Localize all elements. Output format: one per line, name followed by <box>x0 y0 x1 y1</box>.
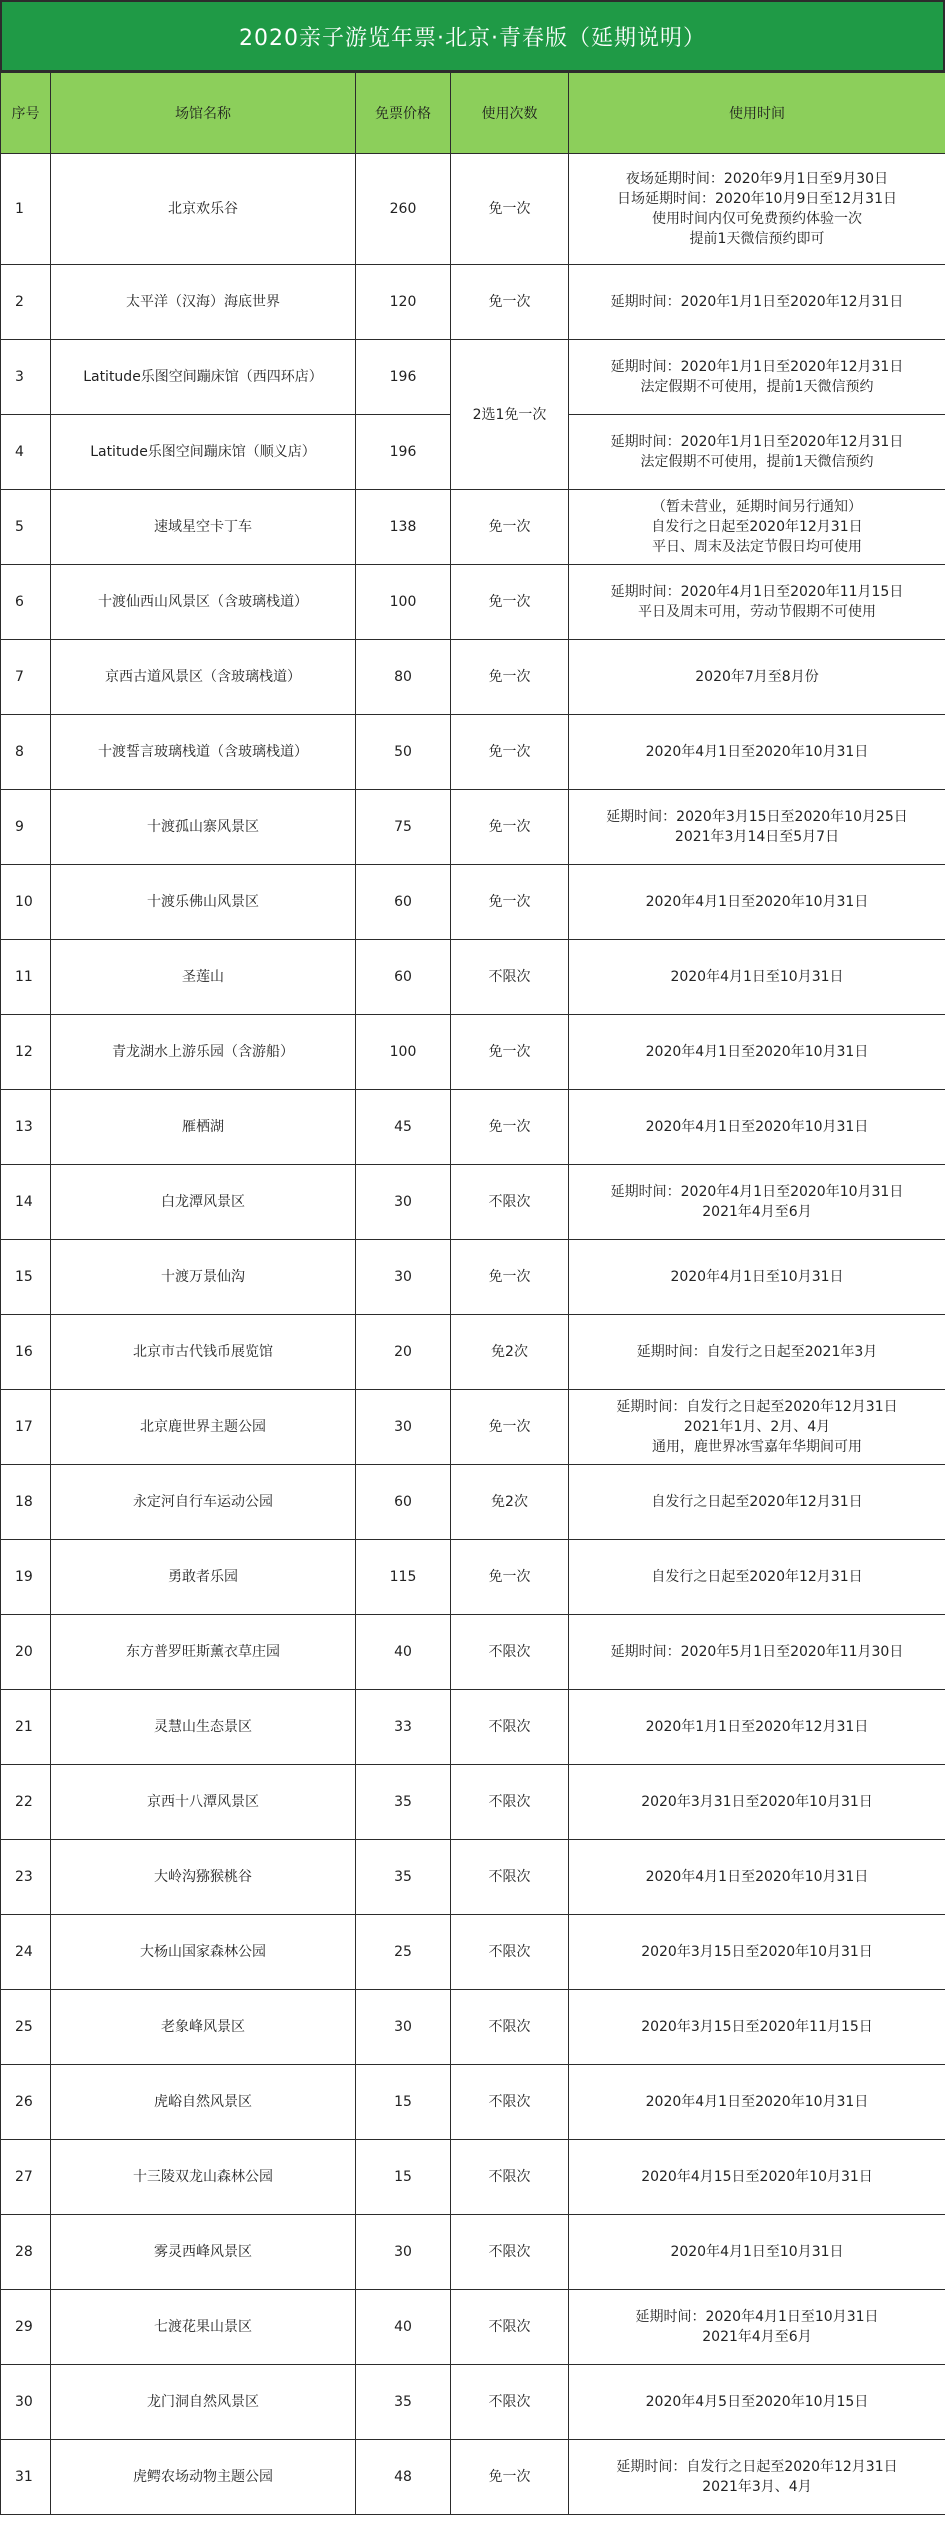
table-row <box>1 2290 945 2365</box>
cell-no: 16 <box>1 1315 51 1390</box>
cell-time: 2020年4月15日至2020年10月31日 <box>569 2140 945 2215</box>
cell-no: 12 <box>1 1015 51 1090</box>
cell-venue: 十渡誓言玻璃栈道（含玻璃栈道） <box>51 715 356 790</box>
cell-price: 80 <box>356 640 451 715</box>
header-uses: 使用次数 <box>451 73 569 154</box>
cell-uses: 免一次 <box>451 1090 569 1165</box>
cell-venue: 大岭沟猕猴桃谷 <box>51 1840 356 1915</box>
cell-time: 2020年3月31日至2020年10月31日 <box>569 1765 945 1840</box>
cell-time: 2020年4月1日至2020年10月31日 <box>569 865 945 940</box>
cell-uses: 免一次 <box>451 154 569 265</box>
cell-time: 延期时间：2020年4月1日至2020年10月31日 2021年4月至6月 <box>569 1165 945 1240</box>
cell-uses: 免一次 <box>451 1390 569 1465</box>
cell-price: 20 <box>356 1315 451 1390</box>
cell-time: 2020年4月1日至2020年10月31日 <box>569 1015 945 1090</box>
cell-no: 4 <box>1 415 51 490</box>
cell-price: 40 <box>356 2290 451 2365</box>
cell-time: 延期时间：自发行之日起至2020年12月31日 2021年1月、2月、4月 通用，鹿世界冰雪嘉年华期间可用 <box>569 1390 945 1465</box>
cell-no: 21 <box>1 1690 51 1765</box>
cell-uses: 免一次 <box>451 265 569 340</box>
table-row <box>1 565 945 640</box>
cell-venue: 灵慧山生态景区 <box>51 1690 356 1765</box>
cell-price: 30 <box>356 1165 451 1240</box>
cell-price: 196 <box>356 340 451 415</box>
cell-time: 夜场延期时间：2020年9月1日至9月30日 日场延期时间：2020年10月9日至12月31日 使用时间内仅可免费预约体验一次 提前1天微信预约即可 <box>569 154 945 265</box>
table-row <box>1 490 945 565</box>
cell-uses: 免2次 <box>451 1465 569 1540</box>
cell-time: 自发行之日起至2020年12月31日 <box>569 1465 945 1540</box>
cell-uses: 不限次 <box>451 1690 569 1765</box>
table-row <box>1 1165 945 1240</box>
cell-price: 30 <box>356 1240 451 1315</box>
cell-time: 2020年4月1日至2020年10月31日 <box>569 715 945 790</box>
cell-venue: 十渡万景仙沟 <box>51 1240 356 1315</box>
table-row <box>1 1015 945 1090</box>
cell-uses: 免一次 <box>451 1240 569 1315</box>
cell-venue: 雁栖湖 <box>51 1090 356 1165</box>
cell-price: 100 <box>356 1015 451 1090</box>
cell-price: 138 <box>356 490 451 565</box>
cell-no: 8 <box>1 715 51 790</box>
cell-venue: 龙门洞自然风景区 <box>51 2365 356 2440</box>
cell-uses: 免一次 <box>451 2440 569 2515</box>
cell-time: 延期时间：自发行之日起至2020年12月31日 2021年3月、4月 <box>569 2440 945 2515</box>
cell-uses: 不限次 <box>451 1615 569 1690</box>
table-row <box>1 2440 945 2515</box>
cell-price: 100 <box>356 565 451 640</box>
cell-venue: 东方普罗旺斯薰衣草庄园 <box>51 1615 356 1690</box>
cell-no: 6 <box>1 565 51 640</box>
cell-time: 延期时间：2020年4月1日至2020年11月15日 平日及周末可用，劳动节假期不可使用 <box>569 565 945 640</box>
cell-time: 2020年4月1日至10月31日 <box>569 940 945 1015</box>
cell-uses: 不限次 <box>451 1840 569 1915</box>
table-row <box>1 1690 945 1765</box>
table-row <box>1 265 945 340</box>
cell-venue: 大杨山国家森林公园 <box>51 1915 356 1990</box>
cell-no: 27 <box>1 2140 51 2215</box>
cell-price: 60 <box>356 1465 451 1540</box>
cell-venue: 勇敢者乐园 <box>51 1540 356 1615</box>
table-row <box>1 340 945 415</box>
table-row <box>1 1390 945 1465</box>
cell-time: 延期时间：2020年1月1日至2020年12月31日 法定假期不可使用，提前1天微信预约 <box>569 415 945 490</box>
cell-uses: 免一次 <box>451 490 569 565</box>
cell-no: 9 <box>1 790 51 865</box>
cell-no: 13 <box>1 1090 51 1165</box>
cell-price: 33 <box>356 1690 451 1765</box>
cell-no: 22 <box>1 1765 51 1840</box>
cell-no: 3 <box>1 340 51 415</box>
cell-uses: 不限次 <box>451 1165 569 1240</box>
header-time: 使用时间 <box>569 73 945 154</box>
cell-no: 11 <box>1 940 51 1015</box>
cell-no: 25 <box>1 1990 51 2065</box>
cell-no: 24 <box>1 1915 51 1990</box>
cell-no: 19 <box>1 1540 51 1615</box>
cell-uses: 免一次 <box>451 865 569 940</box>
cell-price: 30 <box>356 1990 451 2065</box>
cell-price: 120 <box>356 265 451 340</box>
cell-no: 5 <box>1 490 51 565</box>
cell-no: 1 <box>1 154 51 265</box>
table-row <box>1 2365 945 2440</box>
cell-venue: 十渡孤山寨风景区 <box>51 790 356 865</box>
cell-time: 2020年4月1日至10月31日 <box>569 2215 945 2290</box>
cell-venue: 太平洋（汉海）海底世界 <box>51 265 356 340</box>
cell-no: 29 <box>1 2290 51 2365</box>
cell-time: 延期时间：2020年3月15日至2020年10月25日 2021年3月14日至5月7日 <box>569 790 945 865</box>
cell-price: 60 <box>356 865 451 940</box>
table-row <box>1 865 945 940</box>
table-row <box>1 715 945 790</box>
cell-price: 260 <box>356 154 451 265</box>
table-row <box>1 1915 945 1990</box>
cell-time: 2020年4月5日至2020年10月15日 <box>569 2365 945 2440</box>
cell-venue: 青龙湖水上游乐园（含游船） <box>51 1015 356 1090</box>
cell-price: 30 <box>356 1390 451 1465</box>
cell-time: 2020年7月至8月份 <box>569 640 945 715</box>
cell-no: 10 <box>1 865 51 940</box>
table-row <box>1 2065 945 2140</box>
table-row <box>1 1540 945 1615</box>
table-row <box>1 940 945 1015</box>
header-venue: 场馆名称 <box>51 73 356 154</box>
cell-no: 28 <box>1 2215 51 2290</box>
cell-venue: 北京欢乐谷 <box>51 154 356 265</box>
cell-uses: 不限次 <box>451 2215 569 2290</box>
cell-uses: 不限次 <box>451 1765 569 1840</box>
cell-venue: 雾灵西峰风景区 <box>51 2215 356 2290</box>
cell-price: 115 <box>356 1540 451 1615</box>
cell-uses: 不限次 <box>451 1915 569 1990</box>
cell-no: 26 <box>1 2065 51 2140</box>
cell-time: 延期时间：2020年1月1日至2020年12月31日 <box>569 265 945 340</box>
cell-price: 15 <box>356 2065 451 2140</box>
cell-uses: 不限次 <box>451 2140 569 2215</box>
cell-venue: Latitude乐图空间蹦床馆（西四环店） <box>51 340 356 415</box>
cell-uses: 免一次 <box>451 1015 569 1090</box>
cell-venue: 圣莲山 <box>51 940 356 1015</box>
cell-venue: Latitude乐图空间蹦床馆（顺义店） <box>51 415 356 490</box>
cell-price: 45 <box>356 1090 451 1165</box>
cell-time: 2020年4月1日至2020年10月31日 <box>569 1840 945 1915</box>
cell-uses: 不限次 <box>451 2065 569 2140</box>
cell-no: 15 <box>1 1240 51 1315</box>
table-body <box>1 154 945 2515</box>
cell-no: 2 <box>1 265 51 340</box>
cell-price: 35 <box>356 1765 451 1840</box>
table-row <box>1 1765 945 1840</box>
cell-venue: 虎鳄农场动物主题公园 <box>51 2440 356 2515</box>
cell-uses: 不限次 <box>451 2290 569 2365</box>
table-row <box>1 790 945 865</box>
cell-no: 17 <box>1 1390 51 1465</box>
table-row <box>1 1465 945 1540</box>
cell-uses: 不限次 <box>451 2365 569 2440</box>
cell-time: 2020年1月1日至2020年12月31日 <box>569 1690 945 1765</box>
table-row <box>1 1615 945 1690</box>
cell-time: 2020年4月1日至10月31日 <box>569 1240 945 1315</box>
table-header-row <box>1 73 945 154</box>
cell-price: 30 <box>356 2215 451 2290</box>
cell-no: 20 <box>1 1615 51 1690</box>
cell-venue: 白龙潭风景区 <box>51 1165 356 1240</box>
cell-venue: 十渡仙西山风景区（含玻璃栈道） <box>51 565 356 640</box>
cell-price: 40 <box>356 1615 451 1690</box>
cell-time: 延期时间：2020年5月1日至2020年11月30日 <box>569 1615 945 1690</box>
cell-price: 50 <box>356 715 451 790</box>
cell-no: 7 <box>1 640 51 715</box>
cell-price: 196 <box>356 415 451 490</box>
cell-time: 延期时间：2020年1月1日至2020年12月31日 法定假期不可使用，提前1天微信预约 <box>569 340 945 415</box>
cell-price: 15 <box>356 2140 451 2215</box>
cell-venue: 老象峰风景区 <box>51 1990 356 2065</box>
table-row <box>1 1240 945 1315</box>
table-row <box>1 2140 945 2215</box>
table-row <box>1 1990 945 2065</box>
table-row <box>1 1840 945 1915</box>
cell-price: 25 <box>356 1915 451 1990</box>
cell-uses: 免一次 <box>451 790 569 865</box>
header-no: 序号 <box>1 73 51 154</box>
cell-venue: 十三陵双龙山森林公园 <box>51 2140 356 2215</box>
cell-venue: 虎峪自然风景区 <box>51 2065 356 2140</box>
cell-price: 35 <box>356 2365 451 2440</box>
cell-uses: 不限次 <box>451 1990 569 2065</box>
cell-venue: 速域星空卡丁车 <box>51 490 356 565</box>
page-title: 2020亲子游览年票·北京·青春版（延期说明） <box>0 0 945 72</box>
table-row <box>1 154 945 265</box>
cell-uses: 不限次 <box>451 940 569 1015</box>
extension-table <box>0 72 945 2515</box>
table-row <box>1 1090 945 1165</box>
cell-venue: 七渡花果山景区 <box>51 2290 356 2365</box>
cell-venue: 京西十八潭风景区 <box>51 1765 356 1840</box>
cell-uses: 免一次 <box>451 715 569 790</box>
cell-time: 自发行之日起至2020年12月31日 <box>569 1540 945 1615</box>
cell-uses: 免一次 <box>451 1540 569 1615</box>
cell-no: 30 <box>1 2365 51 2440</box>
cell-uses: 2选1免一次 <box>451 340 569 490</box>
cell-no: 31 <box>1 2440 51 2515</box>
cell-price: 60 <box>356 940 451 1015</box>
cell-venue: 十渡乐佛山风景区 <box>51 865 356 940</box>
cell-uses: 免一次 <box>451 640 569 715</box>
cell-venue: 北京鹿世界主题公园 <box>51 1390 356 1465</box>
cell-time: 2020年3月15日至2020年11月15日 <box>569 1990 945 2065</box>
table-row <box>1 2215 945 2290</box>
table-row <box>1 640 945 715</box>
cell-price: 35 <box>356 1840 451 1915</box>
cell-venue: 北京市古代钱币展览馆 <box>51 1315 356 1390</box>
cell-price: 48 <box>356 2440 451 2515</box>
cell-price: 75 <box>356 790 451 865</box>
cell-time: 2020年4月1日至2020年10月31日 <box>569 1090 945 1165</box>
cell-time: 延期时间：自发行之日起至2021年3月 <box>569 1315 945 1390</box>
header-price: 免票价格 <box>356 73 451 154</box>
table-row <box>1 1315 945 1390</box>
cell-time: 2020年3月15日至2020年10月31日 <box>569 1915 945 1990</box>
cell-time: （暂未营业，延期时间另行通知） 自发行之日起至2020年12月31日 平日、周末及法定节假日均可使用 <box>569 490 945 565</box>
cell-time: 延期时间：2020年4月1日至10月31日 2021年4月至6月 <box>569 2290 945 2365</box>
cell-no: 18 <box>1 1465 51 1540</box>
cell-venue: 永定河自行车运动公园 <box>51 1465 356 1540</box>
cell-time: 2020年4月1日至2020年10月31日 <box>569 2065 945 2140</box>
cell-uses: 免2次 <box>451 1315 569 1390</box>
cell-venue: 京西古道风景区（含玻璃栈道） <box>51 640 356 715</box>
cell-no: 23 <box>1 1840 51 1915</box>
cell-uses: 免一次 <box>451 565 569 640</box>
cell-no: 14 <box>1 1165 51 1240</box>
